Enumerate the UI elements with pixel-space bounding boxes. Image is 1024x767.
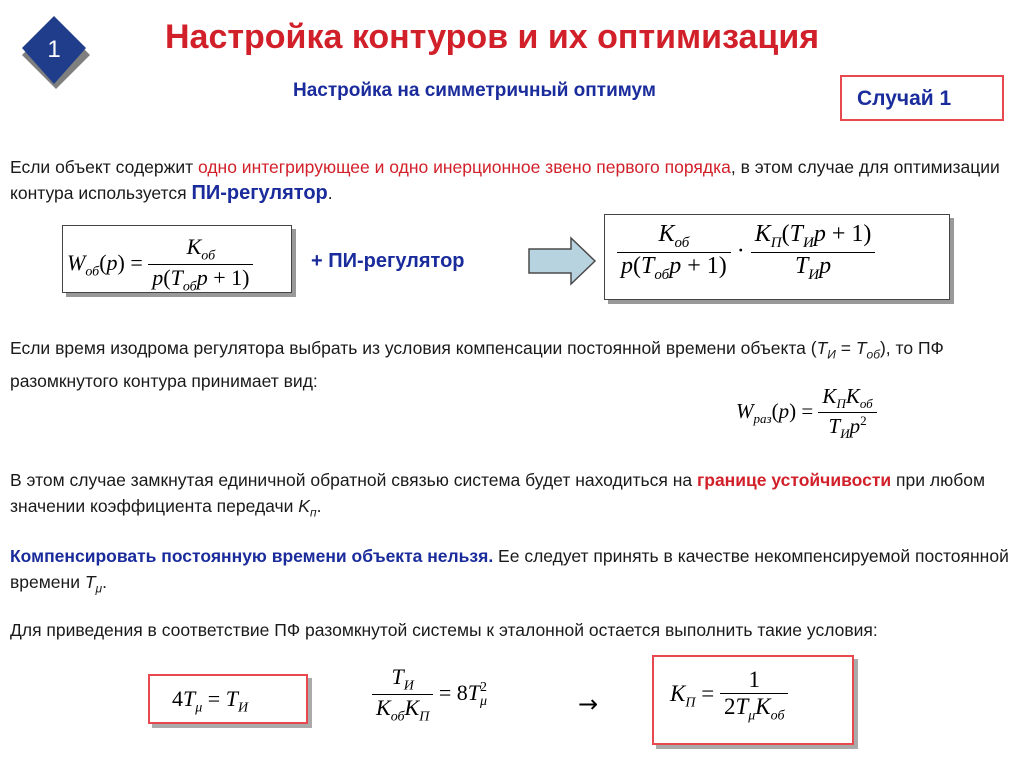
object-transfer-function-formula: $W_{об}(p)$ = $\frac{K_{об}}{p(T_{об}p + 1)}$ [62,225,292,293]
case-label: Случай 1 [840,75,1004,121]
page-title: Настройка контуров и их оптимизация [165,18,820,56]
highlight-integrating-link: одно интегрирующее и одно инерционное звено первого порядка [197,157,731,177]
result-formula: $K_П$ = $\frac{1}{2T_\mu K_{об}}$ [652,655,854,745]
paragraph-4: Компенсировать постоянную времени объекта нельзя. Ее следует принять в качестве некомпенсируемой постоянной времени $T_\mu$. [10,546,1009,596]
slide-number: 1 [47,36,61,63]
cannot-compensate-highlight: Компенсировать постоянную времени объекта нельзя. [10,546,494,566]
paragraph-3: В этом случае замкнутая единичной обратной связью система будет находиться на границе устойчивости при любом значении коэффициента передачи $K_п$. [10,470,985,520]
block-arrow-right-icon [527,236,597,291]
page-subtitle: Настройка на симметричный оптимум [293,80,656,101]
stability-boundary-highlight: границе устойчивости [696,470,892,490]
paragraph-1: Если объект содержит одно интегрирующее и одно инерционное звено первого порядка, в этом случае для оптимизации контура используется ПИ-регулятор. [10,157,1000,204]
open-loop-transfer-function-formula: $W_{раз}(p)$ = $\frac{K_ПK_{об}}{T_Иp^2}$ [736,384,877,442]
pi-regulator-formula: $\frac{K_{об}}{p(T_{об}p + 1)}$ · $\frac{K_П(T_Иp + 1)}{T_Иp}$ [604,214,950,300]
condition-formula-1: $4T_\mu = T_И$ [148,674,308,724]
paragraph-5: Для приведения в соответствие ПФ разомкнутой системы к эталонной остается выполнить такие условия: [10,620,878,640]
plus-pi-regulator-label: + ПИ-регулятор [311,250,465,272]
pi-regulator-term: ПИ-регулятор [191,182,328,204]
slide-number-badge [16,14,92,90]
paragraph-2: Если время изодрома регулятора выбрать из условия компенсации постоянной времени объекта $(T_И = T_{об})$, то ПФ разомкнутого контура принимает вид: [10,338,944,391]
right-arrow-icon: → [578,690,599,718]
condition-formula-2: $\frac{T_И}{K_{об}K_П}$ = 8T 2 μ [372,664,487,726]
